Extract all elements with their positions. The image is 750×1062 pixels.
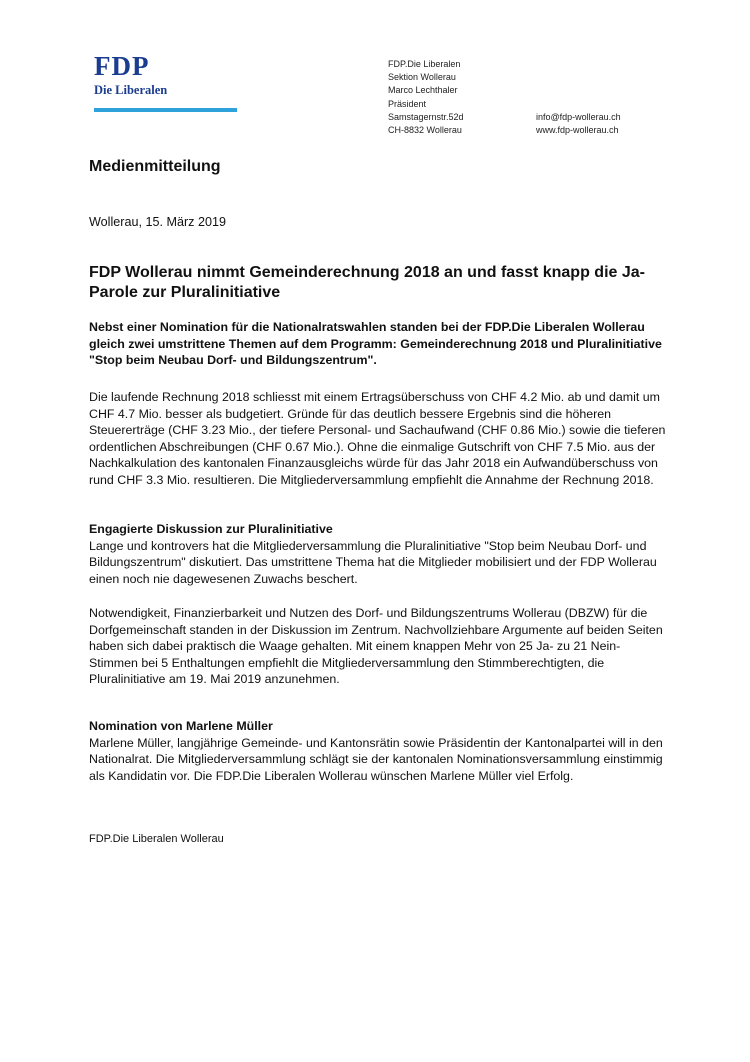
sender-website: www.fdp-wollerau.ch xyxy=(536,125,619,136)
paragraph: Notwendigkeit, Finanzierbarkeit und Nutzen des Dorf- und Bildungszentrums Wollerau (DBZW) für die Dorfgemeinschaft standen in der Diskussion im Zentrum. Nachvollziehbare Argumente auf beiden Seiten haben sich dabei praktisch die Waage gehalten. Mit einem knappen Mehr von 25 Ja- zu 21 Nein-Stimmen bei 5 Enthaltungen empfiehlt die Mitgliederversammlung den Stimmberechtigten, die Pluralinitiative am 19. Mai 2019 anzunehmen. xyxy=(89,606,663,687)
document-type-label: Medienmitteilung xyxy=(89,158,221,175)
sender-section: Sektion Wollerau xyxy=(388,72,456,83)
section-pluralinitiative xyxy=(89,521,669,587)
lead-paragraph: Nebst einer Nomination für die Nationalratswahlen standen bei der FDP.Die Liberalen Wollerau gleich zwei umstrittene Themen auf dem Programm: Gemeinderechnung 2018 und Pluralinitiative "Stop beim Neubau Dorf- und Bildungszentrum". xyxy=(89,320,662,368)
headline: FDP Wollerau nimmt Gemeinderechnung 2018 an und fasst knapp die Ja-Parole zur Pluralinitiative xyxy=(89,264,645,301)
sender-city: CH-8832 Wollerau xyxy=(388,125,462,136)
sender-street: Samstagernstr.52d xyxy=(388,111,464,122)
sender-person: Marco Lechthaler xyxy=(388,85,458,96)
logo-wordmark: FDP xyxy=(94,51,150,81)
paragraph: Die laufende Rechnung 2018 schliesst mit einem Ertragsüberschuss von CHF 4.2 Mio. ab und damit um CHF 4.7 Mio. besser als budgetiert. Gründe für das deutlich bessere Ergebnis sind die höheren Steuererträge (CHF 3.23 Mio., der tiefere Personal- und Sachaufwand (CHF 0.86 Mio.) sowie die tieferen ordentlichen Abschreibungen (CHF 0.67 Mio.). Ohne die einmalige Gutschrift von CHF 7.5 Mio. aus der Nachkalkulation des kantonalen Finanzausgleichs würde für das Jahr 2018 ein Aufwandüberschuss von rund CHF 3.3 Mio. resultieren. Die Mitgliederversammlung empfiehlt die Annahme der Rechnung 2018. xyxy=(89,390,666,487)
sender-org: FDP.Die Liberalen xyxy=(388,59,461,69)
sender-email: info@fdp-wollerau.ch xyxy=(536,112,621,122)
sender-role: Präsident xyxy=(388,98,427,109)
paragraph: Marlene Müller, langjährige Gemeinde- und Kantonsrätin sowie Präsidentin der Kantonalpartei will in den Nationalrat. Die Mitgliederversammlung schlägt sie der kantonalen Nominationsversammlung einstimmig als Kandidatin vor. Die FDP.Die Liberalen Wollerau wünschen Marlene Müller viel Erfolg. xyxy=(89,735,663,783)
sender-web-contact xyxy=(536,111,621,137)
sender-address xyxy=(388,58,464,137)
section-nomination xyxy=(89,718,669,784)
logo-accent-bar xyxy=(94,108,237,112)
section-title: Engagierte Diskussion zur Pluralinitiative xyxy=(89,522,333,536)
body-paragraph-accounts xyxy=(89,389,669,489)
document-date: Wollerau, 15. März 2019 xyxy=(89,215,226,229)
signature-line: FDP.Die Liberalen Wollerau xyxy=(89,833,224,845)
paragraph: Lange und kontrovers hat die Mitgliederversammlung die Pluralinitiative "Stop beim Neubau Dorf- und Bildungszentrum" diskutiert. Das umstrittene Thema hat die Mitglieder mobilisiert und der FDP Wollerau einen noch nie dagewesenen Zuwachs beschert. xyxy=(89,538,657,586)
section-title: Nomination von Marlene Müller xyxy=(89,719,273,733)
logo-subtitle: Die Liberalen xyxy=(94,83,168,97)
body-paragraph-dbzw xyxy=(89,605,669,688)
fdp-logo xyxy=(94,52,239,98)
